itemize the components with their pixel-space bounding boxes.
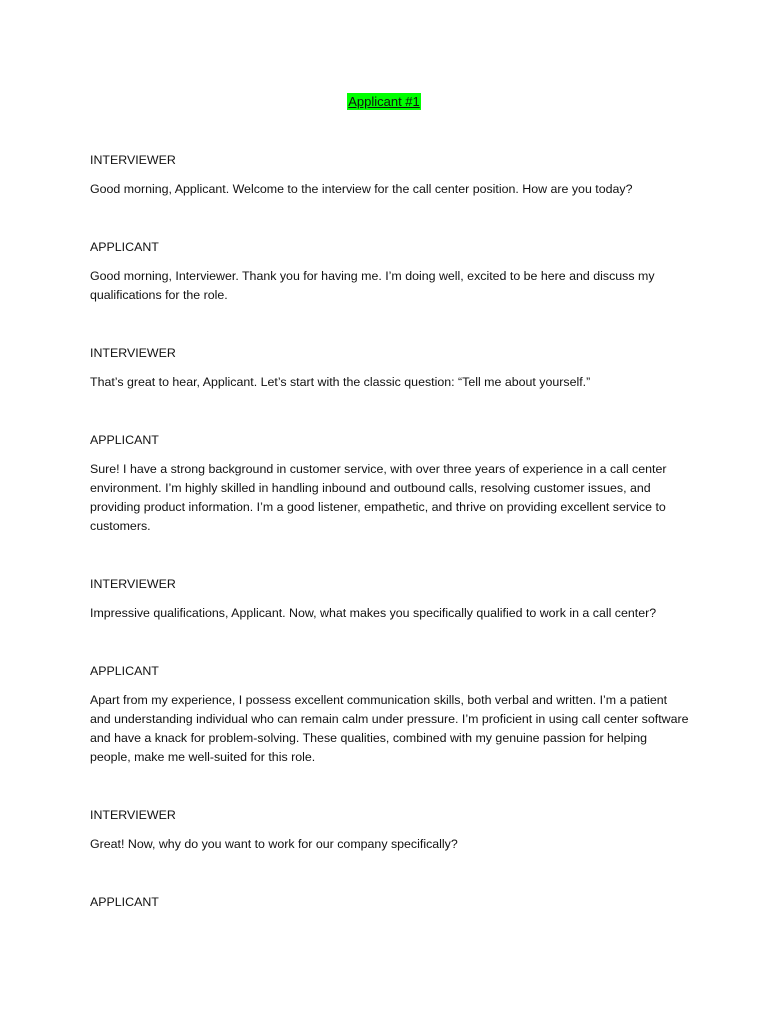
- dialogue-text: Impressive qualifications, Applicant. Now, what makes you specifically qualified to work in a call center?: [90, 606, 657, 620]
- dialogue-block: [90, 238, 690, 305]
- transcript: [90, 151, 690, 950]
- document-title: Applicant #1: [348, 94, 420, 109]
- dialogue-block: [90, 662, 690, 767]
- title-wrapper: [0, 93, 768, 111]
- dialogue-text: Good morning, Interviewer. Thank you for having me. I’m doing well, excited to be here and discuss my qualifications for the role.: [90, 269, 655, 302]
- dialogue-text: Good morning, Applicant. Welcome to the interview for the call center position. How are you today?: [90, 182, 633, 196]
- dialogue-block: [90, 151, 690, 199]
- dialogue-text: That’s great to hear, Applicant. Let’s start with the classic question: “Tell me about yourself.”: [90, 375, 591, 389]
- dialogue-block: [90, 806, 690, 854]
- speaker-label: APPLICANT: [90, 664, 159, 678]
- dialogue-text: Great! Now, why do you want to work for our company specifically?: [90, 837, 458, 851]
- dialogue-block: [90, 575, 690, 623]
- speaker-label: INTERVIEWER: [90, 153, 176, 167]
- dialogue-block: [90, 344, 690, 392]
- dialogue-block: [90, 893, 690, 911]
- dialogue-block: [90, 431, 690, 536]
- speaker-label: APPLICANT: [90, 895, 159, 909]
- speaker-label: APPLICANT: [90, 433, 159, 447]
- dialogue-text: Sure! I have a strong background in customer service, with over three years of experience in a call center environment. I’m highly skilled in handling inbound and outbound calls, resolving customer issues, and providing product information. I’m a good listener, empathetic, and thrive on providing excellent service to customers.: [90, 462, 667, 533]
- speaker-label: INTERVIEWER: [90, 808, 176, 822]
- dialogue-text: Apart from my experience, I possess excellent communication skills, both verbal and written. I’m a patient and understanding individual who can remain calm under pressure. I’m proficient in using call center software and have a knack for problem-solving. These qualities, combined with my genuine passion for helping people, make me well-suited for this role.: [90, 693, 689, 764]
- speaker-label: APPLICANT: [90, 240, 159, 254]
- speaker-label: INTERVIEWER: [90, 577, 176, 591]
- speaker-label: INTERVIEWER: [90, 346, 176, 360]
